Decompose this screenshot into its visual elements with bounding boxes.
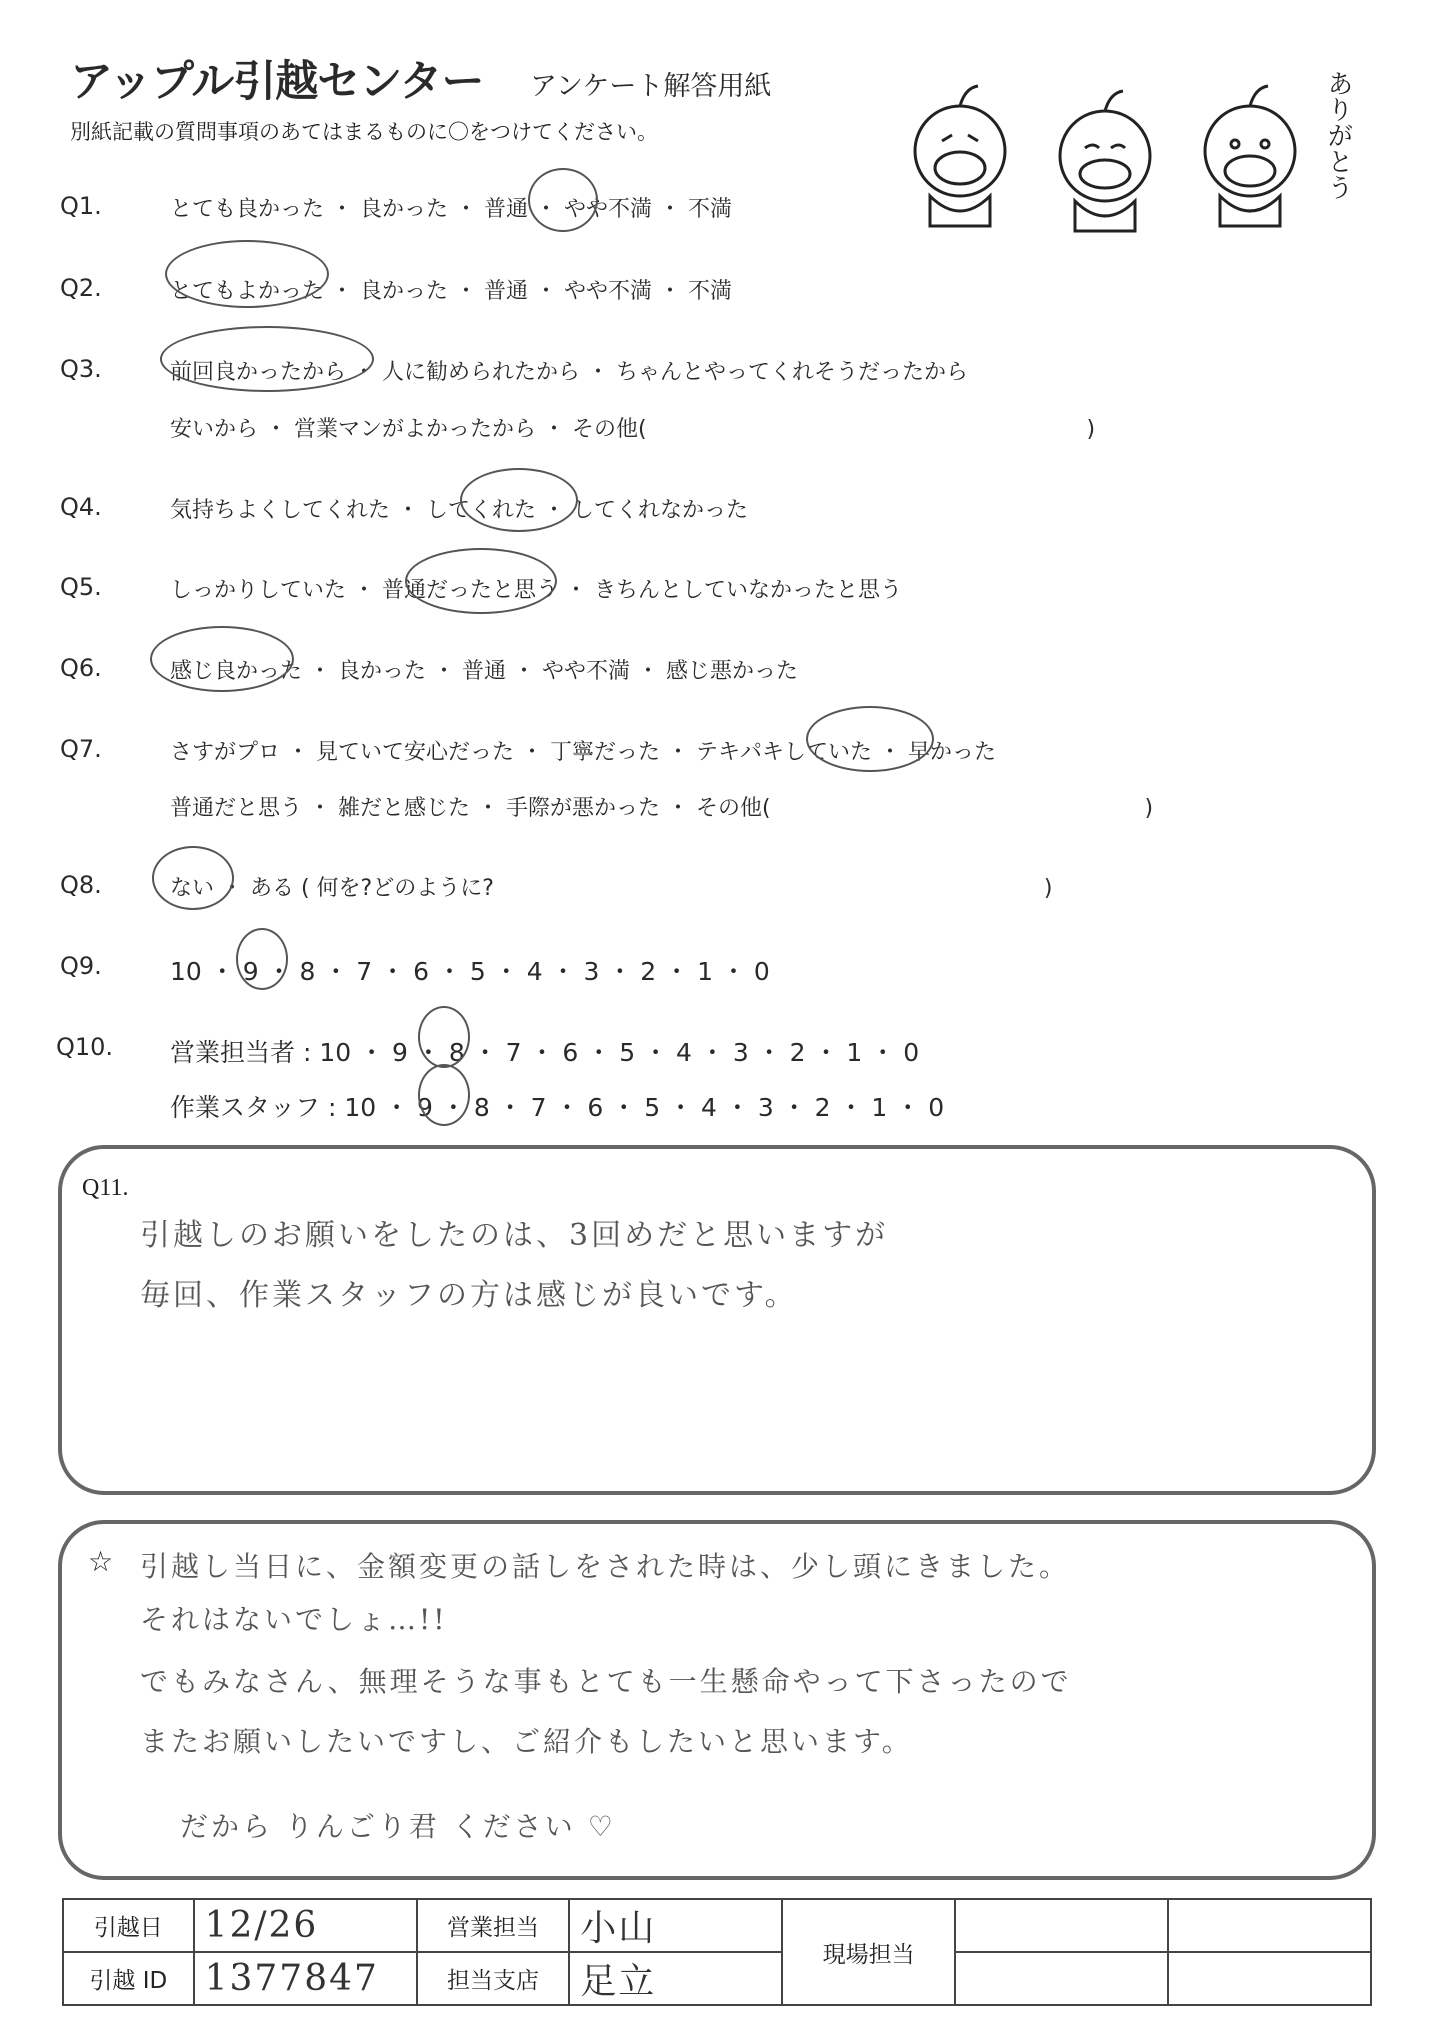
q3-options-line1: 前回良かったから ・ 人に勧められたから ・ ちゃんとやってくれそうだったから bbox=[170, 360, 968, 385]
site-rep-cell-4 bbox=[1168, 1952, 1371, 2005]
q1-selection-circle bbox=[528, 168, 598, 232]
mascot-2 bbox=[1060, 91, 1150, 231]
q2-options: とてもよかった ・ 良かった ・ 普通 ・ やや不満 ・ 不満 bbox=[170, 279, 732, 304]
q5-label: Q5. bbox=[60, 573, 102, 601]
q3-selection-circle bbox=[160, 326, 374, 392]
q7-label: Q7. bbox=[60, 735, 102, 763]
q5-options: しっかりしていた ・ 普通だったと思う ・ きちんとしていなかったと思う bbox=[170, 578, 902, 603]
mascot-3 bbox=[1205, 86, 1295, 226]
q10-staff-options: 作業スタッフ : 10 ・ 9 ・ 8 ・ 7 ・ 6 ・ 5 ・ 4 ・ 3 ・ 2 ・ 1 ・ 0 bbox=[170, 1093, 945, 1122]
q7-options-line1: さすがプロ ・ 見ていて安心だった ・ 丁寧だった ・ テキパキしていた ・ 早かった bbox=[170, 740, 996, 765]
free-comment-line3: でもみなさん、無理そうな事もとても一生懸命やって下さったので bbox=[140, 1665, 1072, 1698]
q3-label: Q3. bbox=[60, 355, 102, 383]
q11-comment-line1: 引越しのお願いをしたのは、3回めだと思いますが bbox=[140, 1218, 889, 1253]
document-subtitle: アンケート解答用紙 bbox=[530, 71, 772, 102]
footer-info-table bbox=[62, 1898, 1372, 2006]
q7-options-line2: 普通だと思う ・ 雑だと感じた ・ 手際が悪かった ・ その他( ) bbox=[170, 796, 1154, 821]
sales-rep-label: 営業担当 bbox=[417, 1899, 570, 1952]
q8-selection-circle bbox=[152, 846, 234, 910]
mascot-illustration bbox=[880, 56, 1350, 236]
sales-rep-value: 小山 bbox=[569, 1899, 782, 1952]
q2-label: Q2. bbox=[60, 274, 102, 302]
site-rep-cell-2 bbox=[1168, 1899, 1371, 1952]
q8-options: ない ・ ある ( 何を?どのように? ) bbox=[170, 876, 1053, 901]
q4-label: Q4. bbox=[60, 493, 102, 521]
mascot-1 bbox=[915, 86, 1005, 226]
move-id-label: 引越 ID bbox=[63, 1952, 194, 2005]
q3-options-line2: 安いから ・ 営業マンがよかったから ・ その他( ) bbox=[170, 417, 1096, 442]
star-icon: ☆ bbox=[88, 1545, 114, 1578]
site-rep-cell-1 bbox=[955, 1899, 1168, 1952]
site-rep-label: 現場担当 bbox=[782, 1899, 955, 2005]
q9-selection-circle bbox=[236, 928, 288, 990]
free-comment-line1: 引越し当日に、金額変更の話しをされた時は、少し頭にきました。 bbox=[140, 1550, 1071, 1583]
move-id-value: 1377847 bbox=[194, 1952, 417, 2005]
q4-selection-circle bbox=[460, 468, 578, 532]
branch-label: 担当支店 bbox=[417, 1952, 570, 2005]
document-title: アップル引越センター bbox=[70, 57, 484, 107]
free-comment-line5: だから りんごり君 ください ♡ bbox=[180, 1810, 616, 1843]
q6-label: Q6. bbox=[60, 654, 102, 682]
q8-label: Q8. bbox=[60, 871, 102, 899]
q5-selection-circle bbox=[405, 548, 557, 614]
q11-comment-box bbox=[58, 1145, 1376, 1495]
q10-staff-selection-circle bbox=[418, 1064, 470, 1126]
q1-label: Q1. bbox=[60, 192, 102, 220]
free-comment-line4: またお願いしたいですし、ご紹介もしたいと思います。 bbox=[140, 1725, 913, 1758]
move-date-value: 12/26 bbox=[194, 1899, 417, 1952]
q6-selection-circle bbox=[150, 626, 294, 692]
q11-comment-line2: 毎回、作業スタッフの方は感じが良いです。 bbox=[140, 1278, 798, 1313]
move-date-label: 引越日 bbox=[63, 1899, 194, 1952]
q6-options: 感じ良かった ・ 良かった ・ 普通 ・ やや不満 ・ 感じ悪かった bbox=[170, 659, 798, 684]
q9-options: 10 ・ 9 ・ 8 ・ 7 ・ 6 ・ 5 ・ 4 ・ 3 ・ 2 ・ 1 ・ 0 bbox=[170, 957, 770, 986]
q9-label: Q9. bbox=[60, 952, 102, 980]
branch-value: 足立 bbox=[569, 1952, 782, 2005]
q1-options: とても良かった ・ 良かった ・ 普通 ・ やや不満 ・ 不満 bbox=[170, 197, 732, 222]
q7-selection-circle bbox=[806, 706, 934, 772]
instruction-text: 別紙記載の質問事項のあてはまるものに〇をつけてください。 bbox=[70, 120, 658, 144]
free-comment-line2: それはないでしょ…!! bbox=[140, 1603, 448, 1636]
q10-label: Q10. bbox=[56, 1033, 114, 1061]
thanks-text: ありがとう bbox=[1323, 70, 1353, 200]
q2-selection-circle bbox=[165, 240, 329, 308]
site-rep-cell-3 bbox=[955, 1952, 1168, 2005]
q11-label: Q11. bbox=[82, 1175, 129, 1201]
q4-options: 気持ちよくしてくれた ・ してくれた ・ してくれなかった bbox=[170, 498, 748, 523]
q10-sales-selection-circle bbox=[418, 1006, 470, 1068]
q10-sales-options: 営業担当者 : 10 ・ 9 ・ 8 ・ 7 ・ 6 ・ 5 ・ 4 ・ 3 ・ 2 ・ 1 ・ 0 bbox=[170, 1038, 920, 1067]
